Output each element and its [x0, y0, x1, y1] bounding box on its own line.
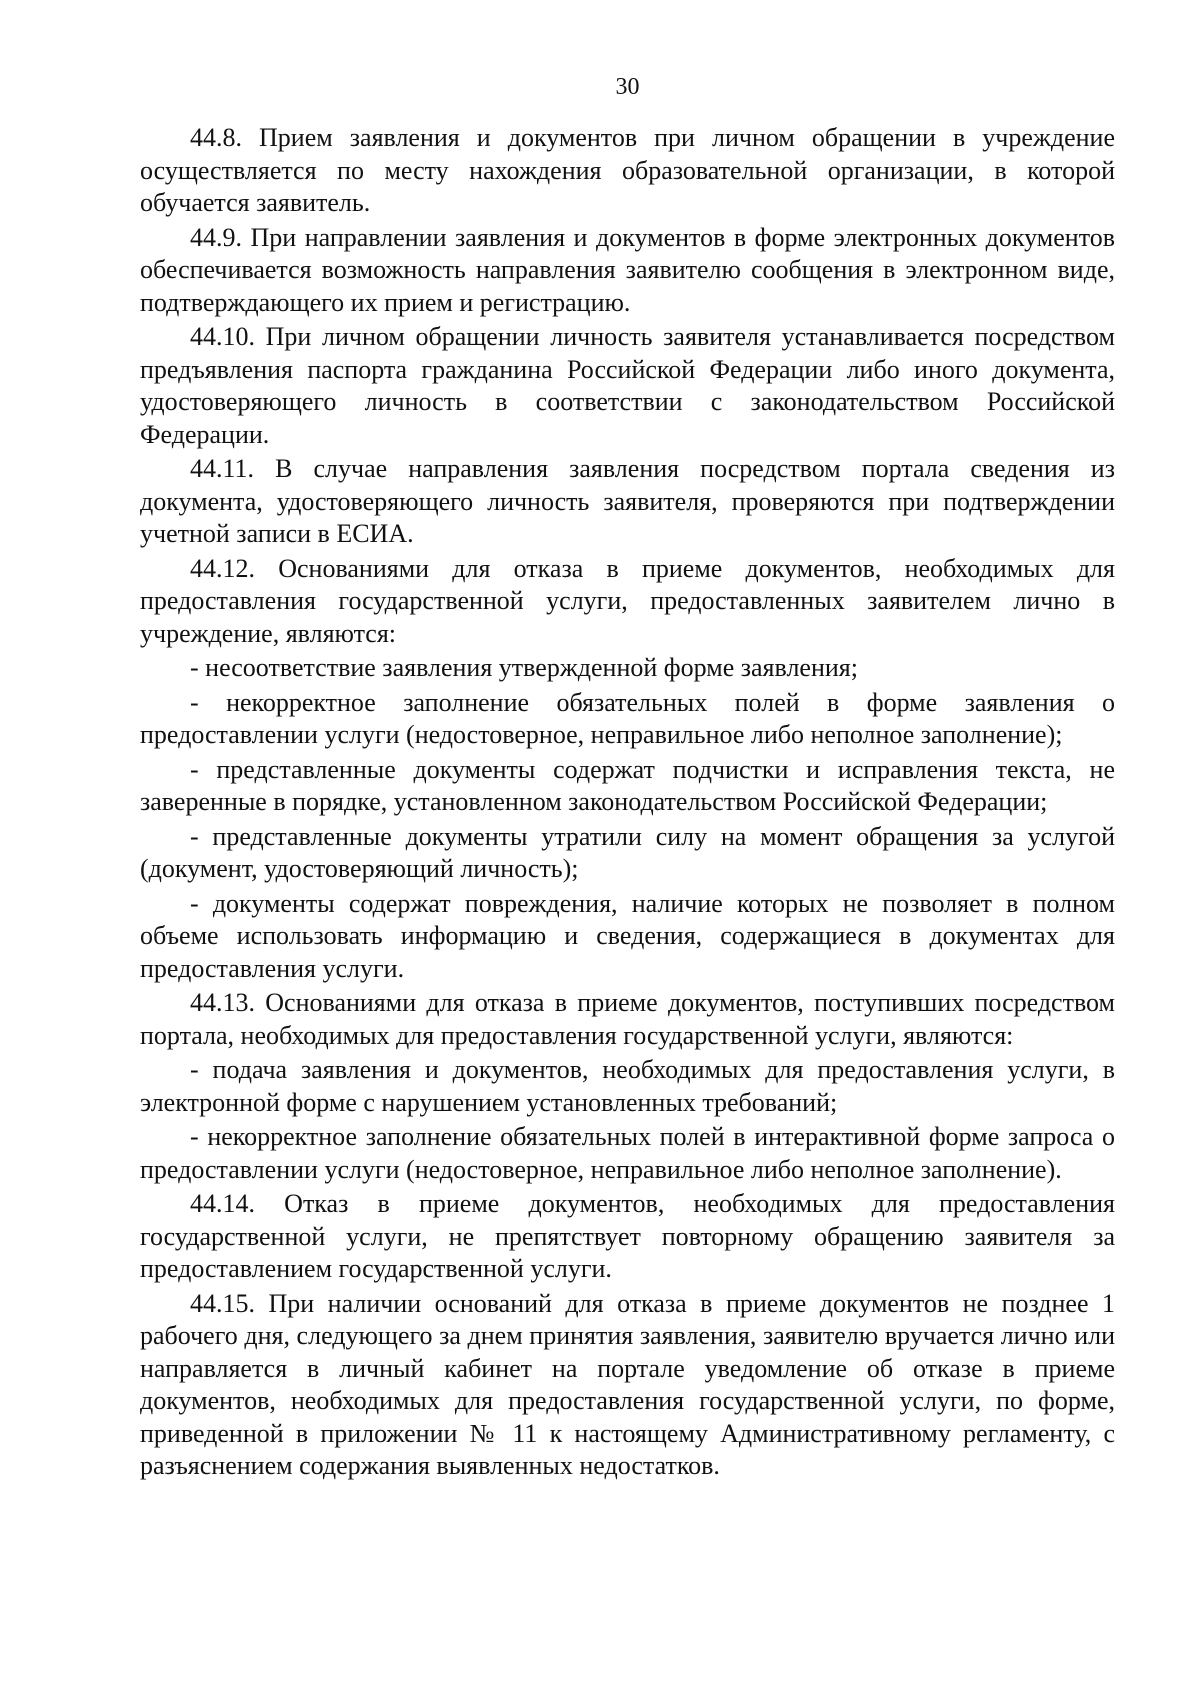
list-item-44-12-a: - несоответствие заявления утвержденной форме заявления; — [190, 653, 858, 682]
list-item-44-12-b: - некорректное заполнение обязательных полей в форме заявления о предоставлении услуги (недостоверное, неправильное либо неполное заполнение); — [140, 687, 1115, 749]
list-item-44-13-b: - некорректное заполнение обязательных полей в интерактивной форме запроса о предоставлении услуги (недостоверное, неправильное либо неполное заполнение). — [140, 1122, 1115, 1184]
paragraph-44-8: 44.8. Прием заявления и документов при личном обращении в учреждение осуществляется по месту нахождения образовательной организации, в которой обучается заявитель. — [140, 123, 1115, 217]
page-number: 30 — [615, 74, 640, 100]
list-item-44-12-e: - документы содержат повреждения, наличие которых не позволяет в полном объеме использовать информацию и сведения, содержащиеся в документах для предоставления услуги. — [140, 888, 1115, 983]
paragraph-44-12: 44.12. Основаниями для отказа в приеме документов, необходимых для предоставления государственной услуги, предоставленных заявителем лично в учреждение, являются: — [140, 553, 1115, 648]
document-page — [140, 72, 1115, 1485]
paragraph-44-11: 44.11. В случае направления заявления посредством портала сведения из документа, удостоверяющего личность заявителя, проверяются при подтверждении учетной записи в ЕСИА. — [140, 454, 1115, 548]
paragraph-44-13: 44.13. Основаниями для отказа в приеме документов, поступивших посредством портала, необходимых для предоставления государственной услуги, являются: — [140, 988, 1115, 1050]
paragraph-44-10: 44.10. При личном обращении личность заявителя устанавливается посредством предъявления паспорта гражданина Российской Федерации либо иного документа, удостоверяющего личность в соответствии с законодательством Российской Федерации. — [140, 322, 1115, 449]
list-item-44-12-c: - представленные документы содержат подчистки и исправления текста, не заверенные в порядке, установленном законодательством Российской Федерации; — [140, 754, 1115, 816]
paragraph-44-15: 44.15. При наличии оснований для отказа в приеме документов не позднее 1 рабочего дня, следующего за днем принятия заявления, заявителю вручается лично или направляется в личный кабинет на портале уведомление об отказе в приеме документов, необходимых для предоставления государственной услуги, по форме, приведенной в приложении № 11 к настоящему Административному регламенту, с разъяснением содержания выявленных недостатков. — [140, 1288, 1115, 1480]
paragraph-44-14: 44.14. Отказ в приеме документов, необходимых для предоставления государственной услуги, не препятствует повторному обращению заявителя за предоставлением государственной услуги. — [140, 1189, 1115, 1283]
paragraph-44-9: 44.9. При направлении заявления и документов в форме электронных документов обеспечивается возможность направления заявителю сообщения в электронном виде, подтверждающего их прием и регистрацию. — [140, 222, 1115, 317]
list-item-44-12-d: - представленные документы утратили силу на момент обращения за услугой (документ, удостоверяющий личность); — [140, 821, 1115, 883]
list-item-44-13-a: - подача заявления и документов, необходимых для предоставления услуги, в электронной форме с нарушением установленных требований; — [140, 1055, 1115, 1117]
